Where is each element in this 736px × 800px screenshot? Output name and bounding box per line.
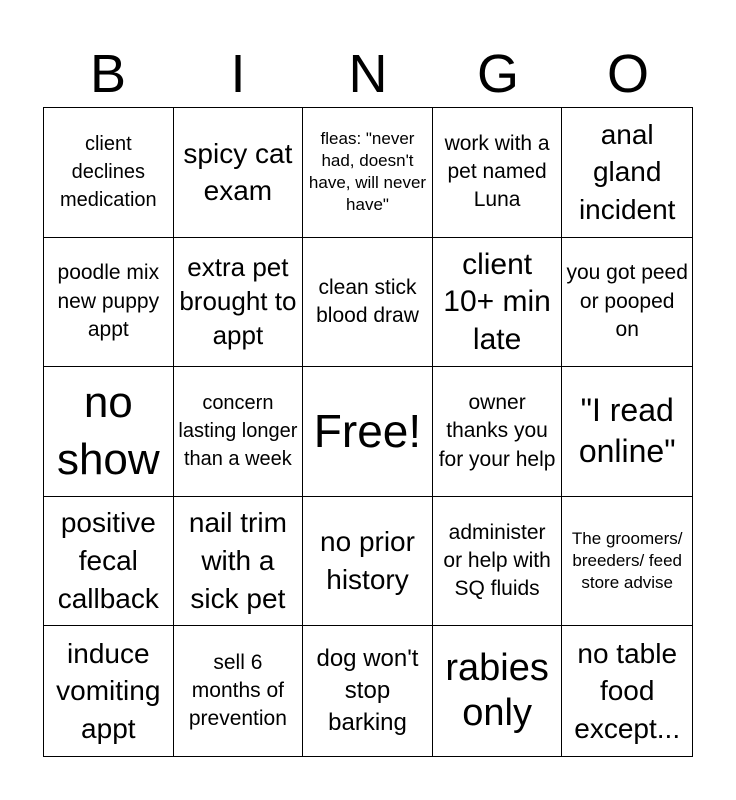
header-letter-b: B bbox=[89, 44, 127, 104]
bingo-cell-r5c1[interactable]: induce vomiting appt bbox=[44, 626, 174, 756]
bingo-cell-r2c1[interactable]: poodle mix new puppy appt bbox=[44, 238, 174, 368]
header-letter-g: G bbox=[476, 44, 519, 104]
bingo-header bbox=[43, 40, 693, 108]
bingo-cell-r5c4[interactable]: rabies only bbox=[433, 626, 563, 756]
bingo-board bbox=[43, 107, 693, 757]
bingo-cell-r4c5[interactable]: The groomers/ breeders/ feed store advise bbox=[562, 497, 692, 627]
bingo-cell-r1c5[interactable]: anal gland incident bbox=[562, 108, 692, 238]
bingo-cell-r4c4[interactable]: administer or help with SQ fluids bbox=[433, 497, 563, 627]
bingo-cell-r1c2[interactable]: spicy cat exam bbox=[174, 108, 304, 238]
bingo-cell-r4c2[interactable]: nail trim with a sick pet bbox=[174, 497, 304, 627]
bingo-cell-r4c1[interactable]: positive fecal callback bbox=[44, 497, 174, 627]
bingo-cell-r4c3[interactable]: no prior history bbox=[303, 497, 433, 627]
bingo-cell-r5c2[interactable]: sell 6 months of prevention bbox=[174, 626, 304, 756]
bingo-cell-r5c5[interactable]: no table food except... bbox=[574, 637, 681, 745]
bingo-cell-r2c5[interactable]: you got peed or pooped on bbox=[562, 238, 692, 368]
bingo-cell-r1c4[interactable]: work with a pet named Luna bbox=[433, 108, 563, 238]
header-letter-n: N bbox=[348, 44, 388, 104]
bingo-cell-r3c5[interactable]: "I read online" bbox=[562, 367, 692, 497]
bingo-cell-r5c3[interactable]: dog won't stop barking bbox=[303, 626, 433, 756]
bingo-cell-r2c3[interactable]: clean stick blood draw bbox=[303, 238, 433, 368]
bingo-cell-r3c4[interactable]: owner thanks you for your help bbox=[433, 367, 563, 497]
bingo-cell-r1c3[interactable]: fleas: "never had, doesn't have, will never have" bbox=[303, 108, 433, 238]
bingo-cell-r3c1[interactable]: no show bbox=[44, 367, 174, 497]
bingo-cell-r2c4[interactable]: client 10+ min late bbox=[433, 238, 563, 368]
bingo-cell-r3c2[interactable]: concern lasting longer than a week bbox=[174, 367, 304, 497]
header-letter-o: O bbox=[606, 44, 649, 104]
header-letter-i: I bbox=[230, 44, 246, 104]
bingo-cell-free[interactable]: Free! bbox=[303, 367, 433, 497]
bingo-cell-r2c2[interactable]: extra pet brought to appt bbox=[174, 238, 304, 368]
bingo-cell-r1c1[interactable]: client declines medication bbox=[44, 108, 174, 238]
